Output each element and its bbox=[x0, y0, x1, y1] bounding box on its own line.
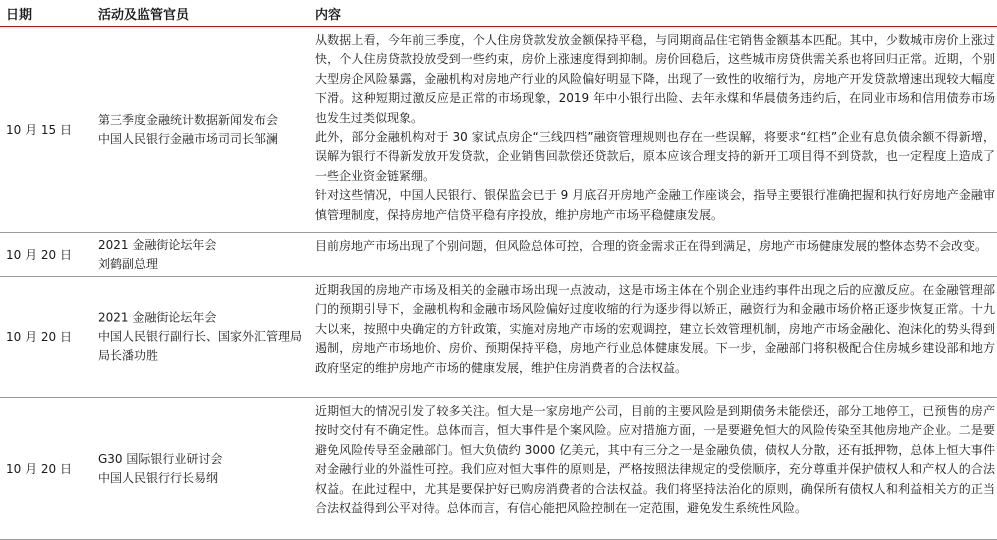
content-paragraph: 从数据上看，今年前三季度，个人住房贷款发放金额保持平稳，与同期商品住宅销售金额基本匹配。其中，少数城市房价上涨过快，个人住房贷款投放受到一些约束，房价上涨速度得到抑制。房价回稳后，这些城市房贷供需关系也将回归正常。近期，个别大型房企风险暴露，金融机构对房地产行业的风险偏好明显下降，出现了一致性的收缩行为，房地产开发贷款增速出现较大幅度下滑。这种短期过激反应是正常的市场现象，2019 年中小银行出险、去年永煤和华晨债务违约后，在同业市场和信用债券市场也发生过类似现象。 bbox=[315, 33, 995, 125]
header-date: 日期 bbox=[6, 7, 33, 23]
content-paragraph: 目前房地产市场出现了个别问题，但风险总体可控，合理的资金需求正在得到满足，房地产市场健康发展的整体态势不会改变。 bbox=[315, 239, 988, 253]
table-row bbox=[0, 233, 997, 277]
row-activity bbox=[98, 309, 310, 366]
table-row bbox=[0, 27, 997, 233]
row-content bbox=[315, 402, 995, 518]
row-content bbox=[315, 281, 995, 378]
activity-event: G30 国际银行业研讨会 bbox=[98, 451, 223, 466]
row-date: 10 月 20 日 bbox=[6, 247, 72, 262]
content-paragraph: 近期我国的房地产市场及相关的金融市场出现一点波动，这是市场主体在个别企业违约事件出现之后的应激反应。在金融管理部门的预期引导下，金融机构和金融市场风险偏好过度收缩的行为逐步得以矫正，融资行为和金融市场价格正逐步恢复正常。十九大以来，按照中央确定的方针政策，实施对房地产市场的宏观调控，建立长效管理机制，房地产市场金融化、泡沫化的势头得到遏制，房地产市场地价、房价、预期保持平稳，房地产行业总体健康发展。下一步，金融部门将积极配合住房城乡建设部和地方政府坚定的维护房地产市场的健康发展，维护住房消费者的合法权益。 bbox=[315, 283, 995, 375]
activity-event: 2021 金融街论坛年会 bbox=[98, 237, 217, 252]
row-content bbox=[315, 237, 995, 256]
row-activity bbox=[98, 236, 310, 274]
row-content bbox=[315, 31, 995, 225]
activity-event: 2021 金融街论坛年会 bbox=[98, 310, 217, 325]
row-activity bbox=[98, 111, 310, 149]
activity-official: 中国人民银行副行长、国家外汇管理局局长潘功胜 bbox=[98, 329, 303, 363]
table-row bbox=[0, 398, 997, 540]
activity-official: 中国人民银行行长易纲 bbox=[98, 470, 219, 485]
row-date: 10 月 20 日 bbox=[6, 330, 72, 344]
content-paragraph: 近期恒大的情况引发了较多关注。恒大是一家房地产公司，目前的主要风险是到期债务未能偿还，部分工地停工，已预售的房产按时交付有不确定性。总体而言，恒大事件是个案风险。应对措施方面，一是要避免恒大的风险传染至其他房地产企业。二是要避免风险传导至金融部门。恒大负债约 3000 亿美元，其中有三分之一是金融负债，债权人分散，还有抵押物，总体上恒大事件对金融行业的外溢性可控。我们应对恒大事件的原则是，严格按照法律规定的受偿顺序，充分尊重并保护债权人和产权人的合法权益。在此过程中，尤其是要保护好已购房消费者的合法权益。我们将坚持法治化的原则，确保所有债权人和利益相关方的正当合法权益得到公平对待。总体而言，有信心能把风险控制在一定范围，避免发生系统性风险。 bbox=[315, 404, 995, 516]
table-header bbox=[0, 0, 997, 27]
content-paragraph: 此外，部分金融机构对于 30 家试点房企“三线四档”融资管理规则也存在一些误解，将要求“红档”企业有息负债余额不得新增，误解为银行不得新发放开发贷款，企业销售回款偿还贷款后，原本应该合理支持的新开工项目得不到贷款，也一定程度上造成了一些企业资金链紧绷。 bbox=[315, 130, 995, 183]
header-content: 内容 bbox=[315, 7, 342, 23]
row-date: 10 月 20 日 bbox=[6, 461, 72, 476]
row-date: 10 月 15 日 bbox=[6, 122, 72, 137]
table-row bbox=[0, 277, 997, 398]
activity-official: 刘鹤副总理 bbox=[98, 256, 159, 271]
header-activity: 活动及监管官员 bbox=[98, 7, 190, 23]
row-activity bbox=[98, 450, 310, 488]
activity-official: 中国人民银行金融市场司司长邹澜 bbox=[98, 131, 279, 146]
activity-event: 第三季度金融统计数据新闻发布会 bbox=[98, 112, 279, 127]
content-paragraph: 针对这些情况，中国人民银行、银保监会已于 9 月底召开房地产金融工作座谈会，指导主要银行准确把握和执行好房地产金融审慎管理制度，保持房地产信贷平稳有序投放，维护房地产市场平稳健康发展。 bbox=[315, 188, 995, 222]
